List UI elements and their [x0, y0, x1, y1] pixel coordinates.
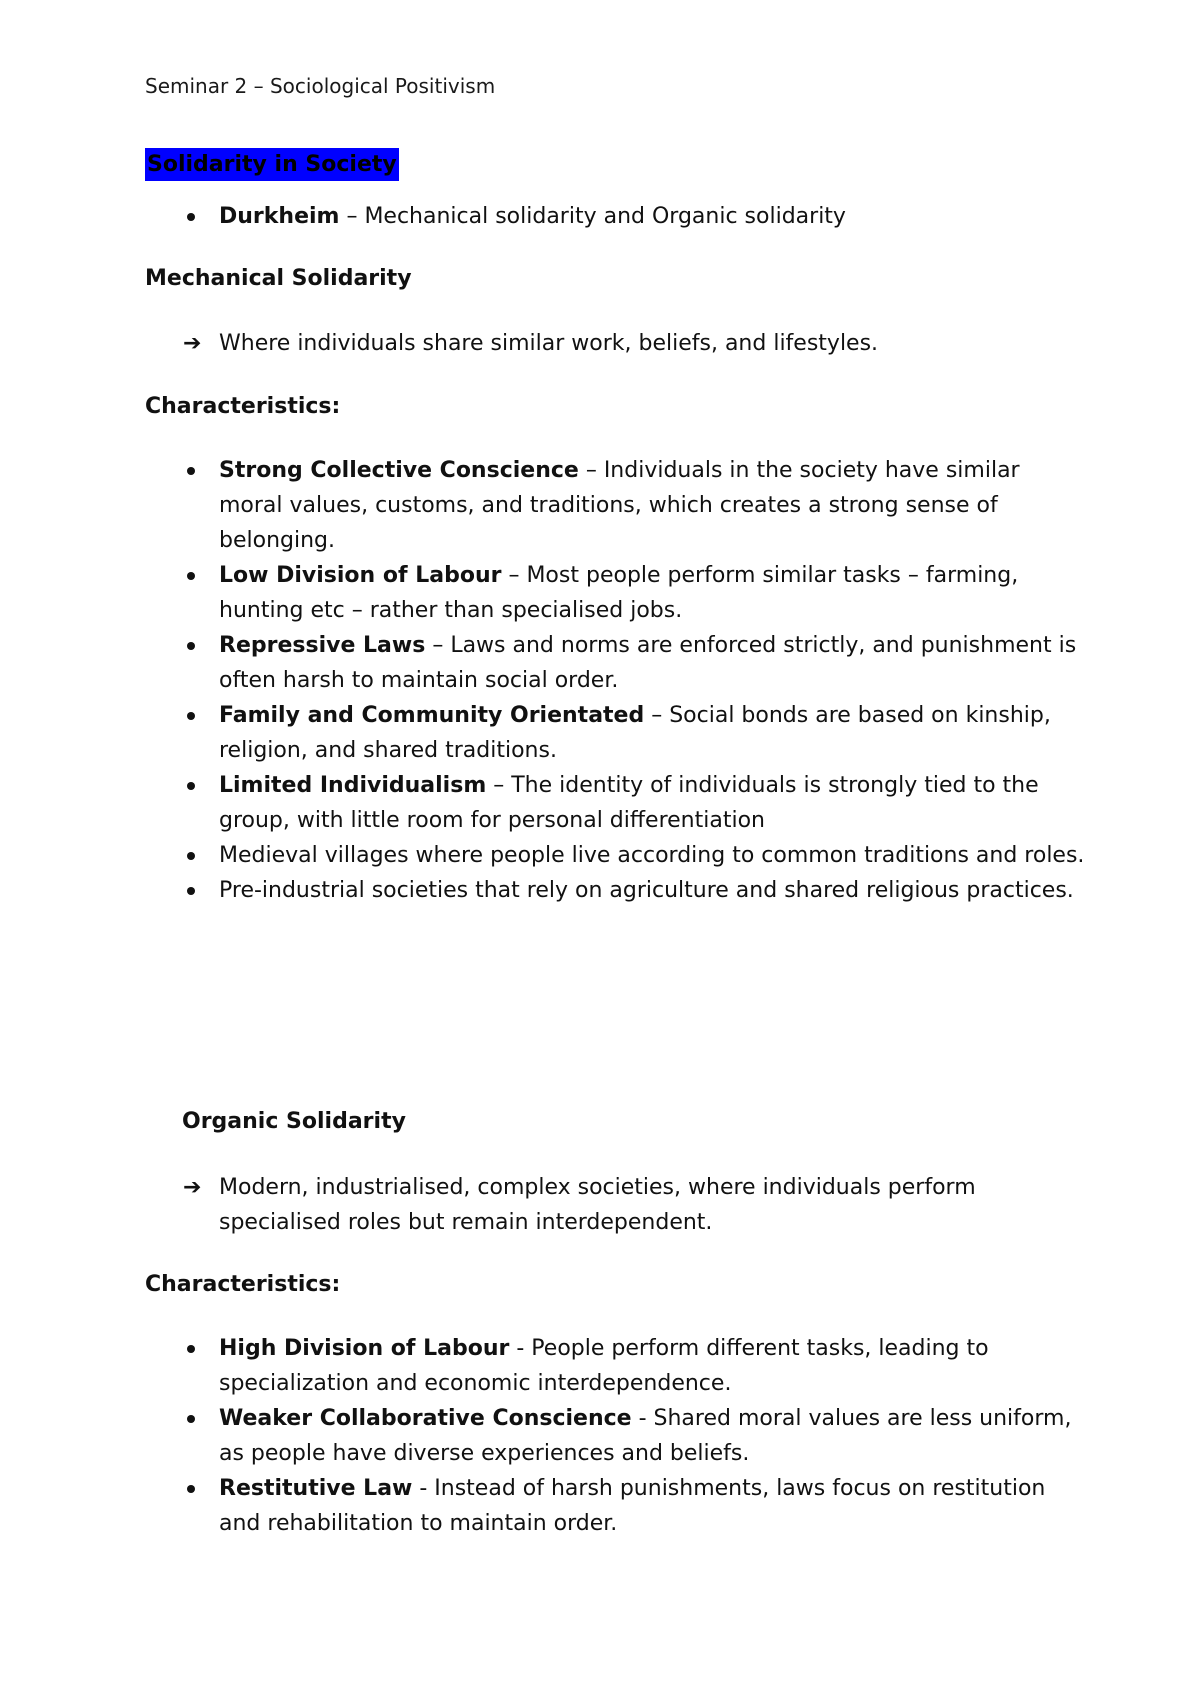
bullet-dot-icon: [187, 1485, 195, 1493]
list-item-text: – Laws and norms are enforced strictly, and punishment is often harsh to maintain social order.: [219, 633, 1077, 693]
list-item-bold: Strong Collective Conscience: [219, 458, 579, 483]
mechanical-characteristics-list: [145, 453, 1085, 908]
list-item-text: - Instead of harsh punishments, laws focus on restitution and rehabilitation to maintain order.: [219, 1476, 1046, 1536]
list-item: [145, 628, 1085, 698]
list-item: [145, 1331, 1085, 1401]
list-item: [145, 838, 1085, 873]
list-item-text: – Individuals in the society have similar moral values, customs, and traditions, which creates a strong sense of belonging.: [219, 458, 1020, 553]
mechanical-characteristics-heading: Characteristics:: [145, 394, 341, 419]
list-item-bold: Family and Community Orientated: [219, 703, 645, 728]
list-item-bold: High Division of Labour: [219, 1336, 510, 1361]
list-item-text: Pre-industrial societies that rely on agriculture and shared religious practices.: [219, 878, 1074, 903]
right-arrow-icon: ➔: [183, 331, 202, 356]
mechanical-heading: Mechanical Solidarity: [145, 266, 412, 291]
organic-characteristics-heading: Characteristics:: [145, 1272, 341, 1297]
list-item-text: - People perform different tasks, leading to specialization and economic interdependence.: [219, 1336, 989, 1396]
list-item: [145, 453, 1085, 558]
bullet-dot-icon: [187, 782, 195, 790]
section-title: [145, 148, 1080, 181]
section-title-highlight: Solidarity in Society: [145, 148, 399, 181]
list-item-bold: Limited Individualism: [219, 773, 487, 798]
intro-list: [145, 199, 1085, 234]
bullet-dot-icon: [187, 1415, 195, 1423]
list-item-text: Medieval villages where people live according to common traditions and roles.: [219, 843, 1085, 868]
organic-heading: Organic Solidarity: [182, 1109, 406, 1134]
bullet-dot-icon: [187, 642, 195, 650]
organic-definition-text: Modern, industrialised, complex societies, where individuals perform specialised roles but remain interdependent.: [219, 1175, 976, 1235]
list-item: [145, 1401, 1085, 1471]
list-item: [145, 768, 1085, 838]
list-item-bold: Restitutive Law: [219, 1476, 413, 1501]
mechanical-definition-text: Where individuals share similar work, beliefs, and lifestyles.: [219, 331, 879, 356]
list-item-bold: Weaker Collaborative Conscience: [219, 1406, 632, 1431]
list-item: [145, 199, 1085, 234]
list-item-text: – The identity of individuals is strongly tied to the group, with little room for personal differentiation: [219, 773, 1039, 833]
mechanical-definition: [145, 326, 1085, 361]
bullet-dot-icon: [187, 467, 195, 475]
bullet-dot-icon: [187, 213, 195, 221]
bullet-dot-icon: [187, 712, 195, 720]
list-item-text: – Most people perform similar tasks – farming, hunting etc – rather than specialised jobs.: [219, 563, 1019, 623]
list-item: [145, 698, 1085, 768]
bullet-dot-icon: [187, 1345, 195, 1353]
list-item-bold: Repressive Laws: [219, 633, 426, 658]
list-item: [145, 873, 1085, 908]
list-item-bold: Low Division of Labour: [219, 563, 502, 588]
bullet-dot-icon: [187, 852, 195, 860]
organic-characteristics-list: [145, 1331, 1085, 1541]
list-item-bold: Durkheim: [219, 204, 340, 229]
bullet-dot-icon: [187, 572, 195, 580]
bullet-dot-icon: [187, 887, 195, 895]
list-item-text: – Mechanical solidarity and Organic solidarity: [339, 204, 846, 229]
list-item-text: – Social bonds are based on kinship, religion, and shared traditions.: [219, 703, 1051, 763]
page-header: Seminar 2 – Sociological Positivism: [145, 74, 496, 98]
list-item: [145, 1471, 1085, 1541]
right-arrow-icon: ➔: [183, 1175, 202, 1200]
organic-definition: [145, 1170, 1085, 1240]
list-item: [145, 558, 1085, 628]
list-item-text: - Shared moral values are less uniform, as people have diverse experiences and beliefs.: [219, 1406, 1072, 1466]
